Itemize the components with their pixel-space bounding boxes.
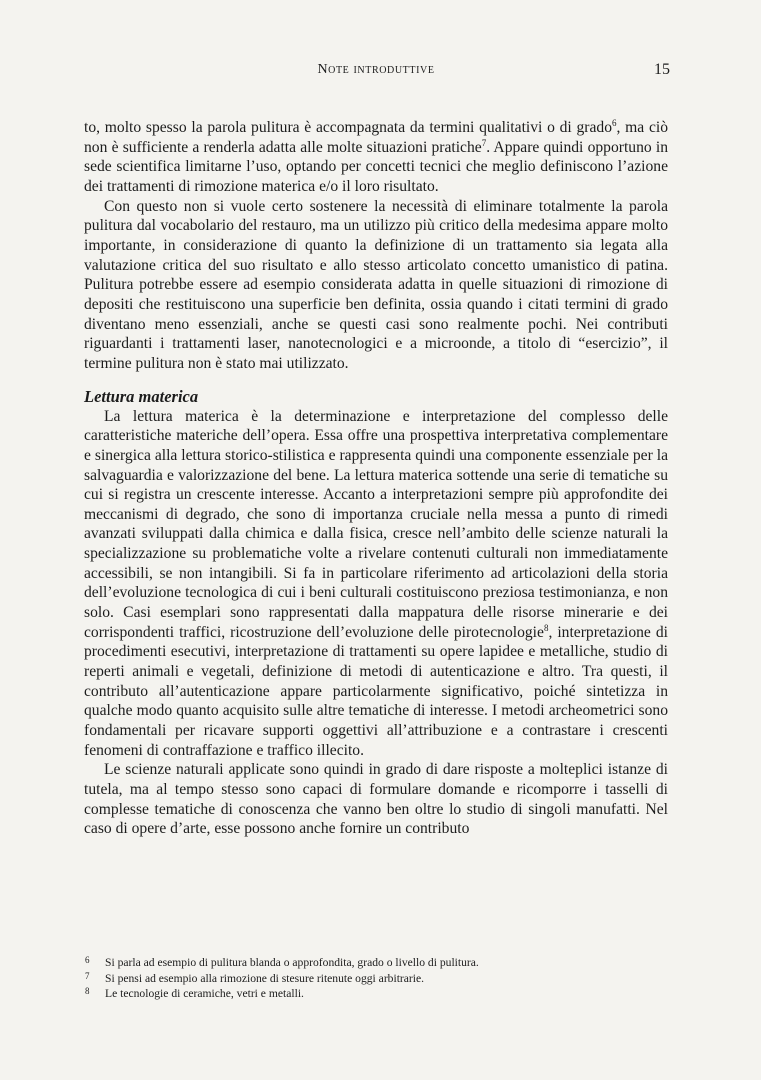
section-heading: Lettura materica: [84, 386, 199, 406]
page-number: 15: [654, 61, 670, 78]
running-title: Note introduttive: [317, 62, 435, 77]
footnotes: [84, 955, 668, 1002]
paragraph: [84, 407, 668, 761]
body-text: [84, 118, 668, 839]
paragraph-text: . Appare quindi opportuno in sede scientifica limitarne l’uso, optando per concetti tecnici che meglio definiscono l’azione dei trattamenti di rimozione materica e/o il loro risultato.: [84, 138, 669, 195]
footnote-text: Le tecnologie di ceramiche, vetri e metalli.: [105, 987, 304, 1001]
footnote-number: 7: [85, 970, 90, 981]
footnote: [84, 955, 668, 971]
footnote-text: Si pensi ad esempio alla rimozione di stesure ritenute oggi arbitrarie.: [105, 971, 425, 985]
paragraph-text: La lettura materica è la determinazione e interpretazione del complesso delle caratteristiche materiche dell’opera. Essa offre una prospettiva interpretativa complementare e sinergica alla lettura storico-stilistica e rappresenta quindi una componente essenziale per la salvaguardia e valorizzazione del bene. La lettura materica sottende una serie di tematiche su cui si registra un crescente interesse. Accanto a interpretazioni sempre più approfondite dei meccanismi di degrado, che sono di importanza cruciale nella messa a punto di rimedi avanzati sviluppati dalla chimica e dalla fisica, cresce nell’ambito delle scienze naturali la specializzazione su problematiche volte a rivelare contenuti culturali non immediatamente accessibili, se non intangibili. Si fa in particolare riferimento ad articolazioni della storia dell’evoluzione tecnologica di cui i beni culturali costituiscono preziosa testimonianza, e non solo. Casi esemplari sono rappresentati dalla mappatura delle risorse minerarie e dei corrispondenti traffici, ricostruzione dell’evoluzione delle pirotecnologie: [84, 407, 668, 641]
footnote-ref-8[interactable]: 8: [543, 622, 549, 633]
footnote-ref-7[interactable]: 7: [481, 137, 487, 148]
paragraph: Con questo non si vuole certo sostenere la necessità di eliminare totalmente la parola pulitura dal vocabolario del restauro, ma un utilizzo più critico della medesima appare molto importante, in considerazione di quanto la definizione di un trattamento sia legata alla valutazione critica del suo risultato e allo stesso articolato concetto umanistico di patina. Pulitura potrebbe essere ad esempio considerata adatta in quelle situazioni di rimozione di depositi che restituiscono una superficie ben definita, ossia quando i citati termini di grado diventano meno essenziali, anche se questi casi sono realmente pochi. Nei contributi riguardanti i trattamenti laser, nanotecnologici e a microonde, a titolo di “esercizio”, il termine pulitura non è stato mai utilizzato.: [84, 197, 668, 372]
paragraph-continued: [84, 118, 668, 197]
paragraph-text: , interpretazione di procedimenti esecutivi, interpretazione di trattamenti su opere lapidee e metalliche, studio di reperti animali e vegetali, definizione di metodi di autenticazione e altro. Tra questi, il contributo all’autenticazione appare particolarmente significativo, poiché sintetizza in qualche modo quanto acquisito sulle altre tematiche di interesse. I metodi archeometrici sono fondamentali per ricavare supporti oggettivi all’attribuzione e a contrastare i crescenti fenomeni di contraffazione e traffico illecito.: [84, 623, 668, 759]
footnote: [84, 986, 668, 1002]
footnote-number: 8: [85, 986, 90, 997]
footnote-number: 6: [85, 955, 90, 965]
paragraph: Le scienze naturali applicate sono quindi in grado di dare risposte a molteplici istanze di tutela, ma al tempo stesso sono capaci di formulare domande e ricomporre i tasselli di complesse tematiche di conoscenza che vanno ben oltre lo studio di singoli manufatti. Nel caso di opere d’arte, esse possono anche fornire un contributo: [84, 761, 668, 838]
running-head: [82, 62, 670, 82]
footnote-text: Si parla ad esempio di pulitura blanda o approfondita, grado o livello di pulitura.: [105, 956, 479, 969]
footnote: [84, 971, 668, 987]
footnote-ref-6[interactable]: 6: [612, 117, 617, 128]
paragraph-text: , ma ciò non è sufficiente a renderla adatta alle molte situazioni pratiche: [84, 119, 668, 156]
paragraph-text: to, molto spesso la parola pulitura è accompagnata da termini qualitativi o di grado: [84, 119, 613, 136]
